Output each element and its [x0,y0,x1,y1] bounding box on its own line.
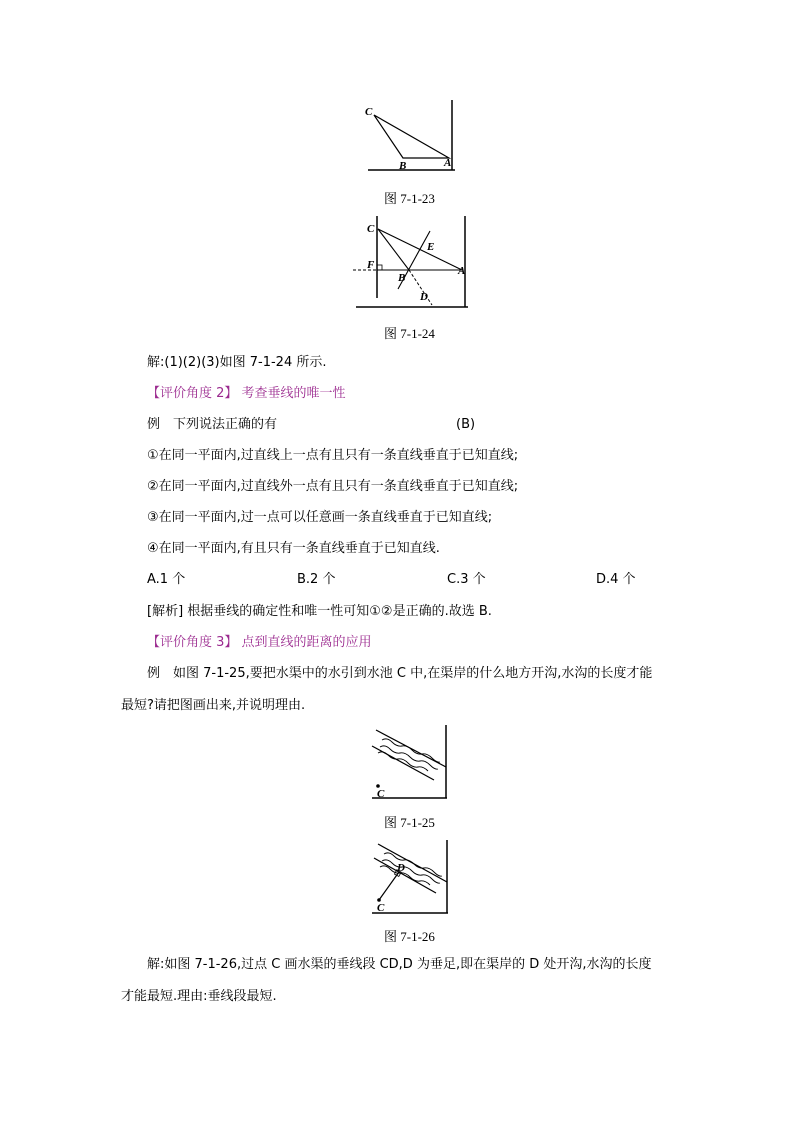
figure-7-1-24 [350,213,472,313]
label-d: D [397,862,405,874]
label-f: F [367,259,375,271]
label-e: E [427,241,435,253]
caption-fig-7-1-25: 图 7-1-25 [384,815,435,830]
example-2-answer: (B) [456,417,476,432]
water-wave [384,853,442,876]
example-3-line-1: 例 如图 7-1-25,要把水渠中的水引到水池 C 中,在渠岸的什么地方开沟,水沟的长度才能 [147,666,653,681]
solution-3-line-1: 解:如图 7-1-26,过点 C 画水渠的垂线段 CD,D 为垂足,即在渠岸的 D 处开沟,水沟的长度 [147,957,652,972]
option-d: D.4 个 [596,572,636,587]
option-c: C.3 个 [447,572,486,587]
example-2-question: 例 下列说法正确的有 [147,417,278,432]
label-d: D [420,291,428,303]
caption-fig-7-1-23: 图 7-1-23 [384,191,435,206]
label-b: B [399,160,407,172]
canal-bank-lower [372,746,434,780]
label-c: C [367,223,375,235]
segment-cb [378,229,409,270]
caption-fig-7-1-24: 图 7-1-24 [384,326,435,341]
label-a: A [444,157,452,169]
figure-7-1-25 [368,722,448,802]
angle-3-title: 【评价角度 3】 点到直线的距离的应用 [147,635,372,650]
segment-cd [379,872,399,900]
angle-2-title: 【评价角度 2】 考查垂线的唯一性 [147,386,346,401]
statement-1: ①在同一平面内,过直线上一点有且只有一条直线垂直于已知直线; [147,448,519,463]
statement-2: ②在同一平面内,过直线外一点有且只有一条直线垂直于已知直线; [147,479,519,494]
figure-7-1-23 [360,100,465,175]
triangle-cab [374,115,449,158]
option-a: A.1 个 [147,572,186,587]
example-3-line-2: 最短?请把图画出来,并说明理由. [121,698,306,713]
statement-4: ④在同一平面内,有且只有一条直线垂直于已知直线. [147,541,440,556]
solution-1: 解:(1)(2)(3)如图 7-1-24 所示. [147,355,327,370]
water-wave [382,860,440,883]
label-b: B [398,272,406,284]
label-c: C [377,902,385,914]
solution-3-line-2: 才能最短.理由:垂线段最短. [121,989,277,1004]
figure-7-1-26 [368,838,450,916]
analysis: [解析] 根据垂线的确定性和唯一性可知①②是正确的.故选 B. [147,604,492,619]
option-b: B.2 个 [297,572,336,587]
water-wave [378,752,428,771]
label-c: C [365,106,373,118]
caption-fig-7-1-26: 图 7-1-26 [384,929,435,944]
label-a: A [458,265,466,277]
label-c: C [377,788,385,800]
statement-3: ③在同一平面内,过一点可以任意画一条直线垂直于已知直线; [147,510,493,525]
